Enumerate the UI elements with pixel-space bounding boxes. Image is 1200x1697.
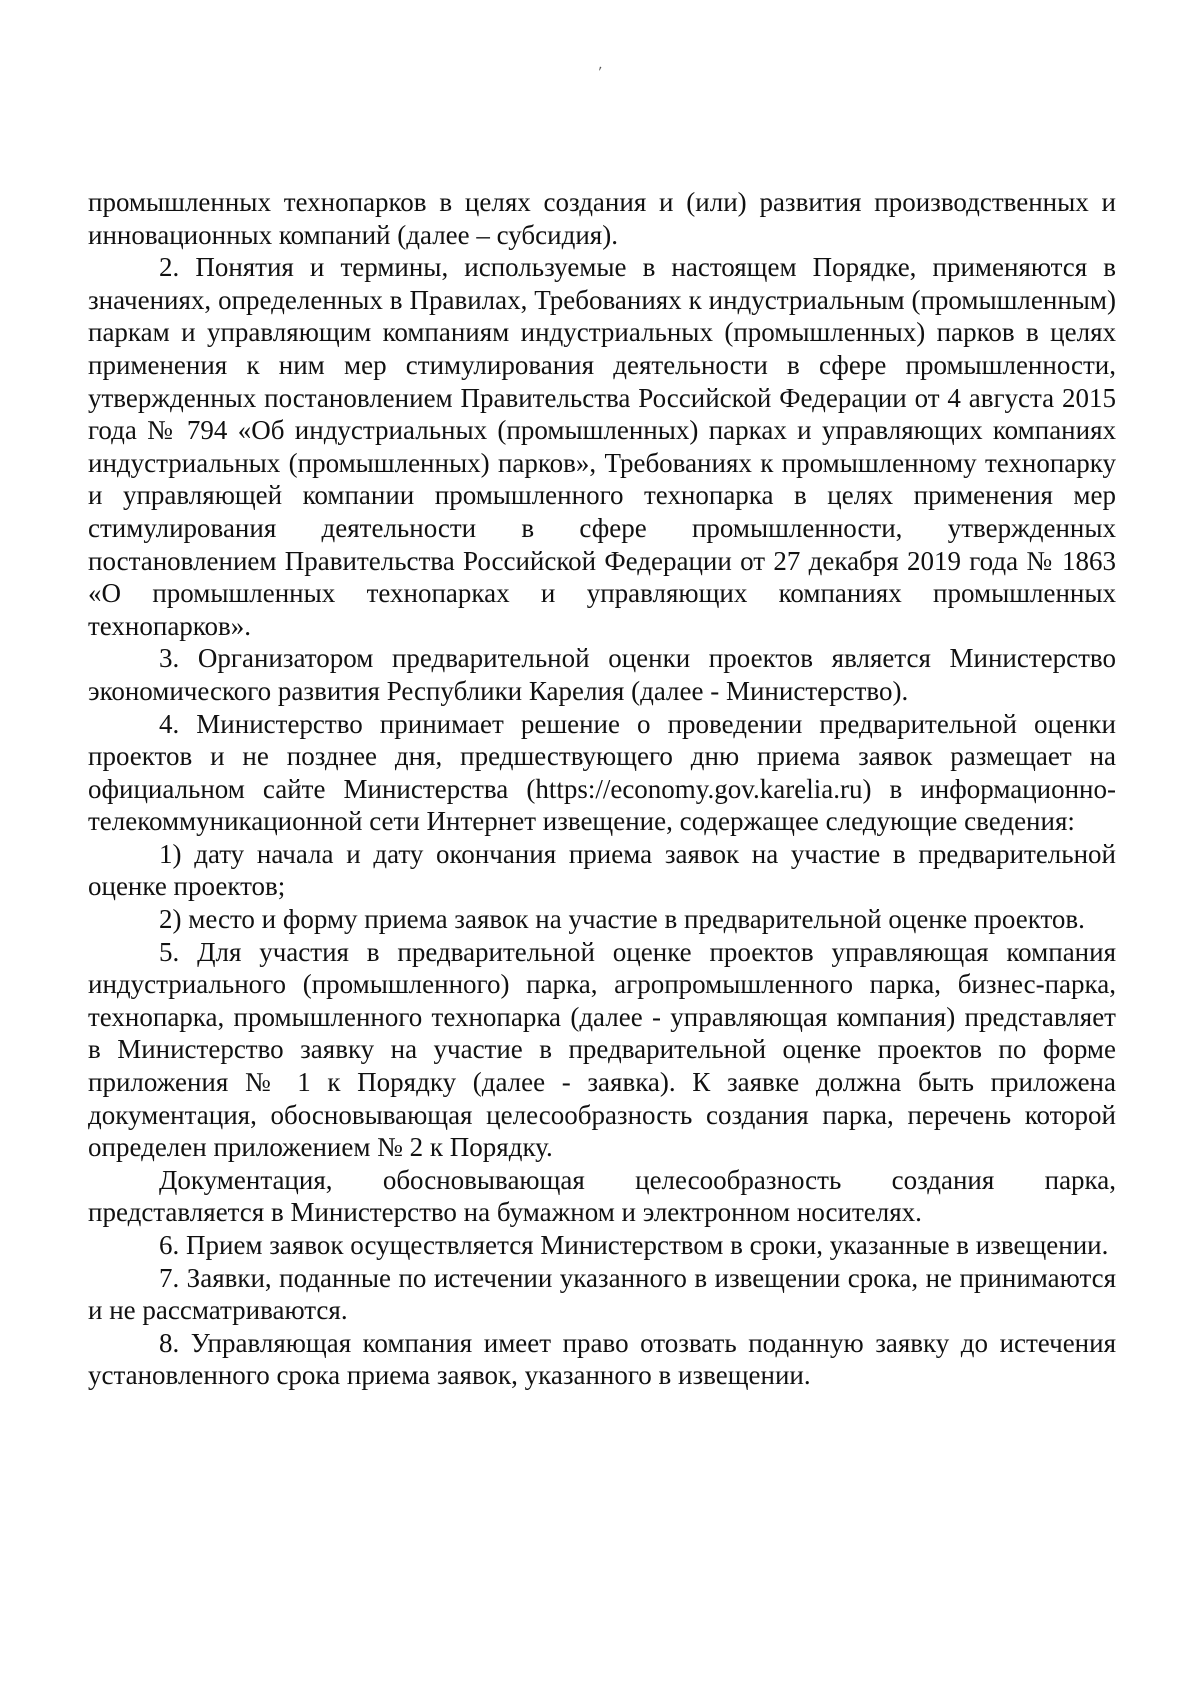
paragraph-8: Документация, обосновывающая целесообразность создания парка, представляется в Министерство на бумажном и электронном носителях. (88, 1164, 1116, 1228)
paragraph-7: 5. Для участия в предварительной оценке проектов управляющая компания индустриального (промышленного) парка, агропромышленного парка, бизнес-парка, технопарка, промышленного технопарка (далее - управляющая компания) представляет в Министерство заявку на участие в предварительной оценке проектов по форме приложения № 1 к Порядку (далее - заявка). К заявке должна быть приложена документация, обосновывающая целесообразность создания парка, перечень которой определен приложением № 2 к Порядку. (88, 936, 1116, 1163)
paragraph-10: 7. Заявки, поданные по истечении указанного в извещении срока, не принимаются и не рассматриваются. (88, 1262, 1116, 1326)
page-mark: ' (594, 64, 603, 82)
paragraph-6: 2) место и форму приема заявок на участие в предварительной оценке проектов. (159, 904, 1085, 935)
paragraph-4: 4. Министерство принимает решение о проведении предварительной оценки проектов и не позднее дня, предшествующего дню приема заявок размещает на официальном сайте Министерства (https://economy.gov.karelia.ru) в информационно-телекоммуникационной сети Интернет извещение, содержащее следующие сведения: (88, 708, 1116, 837)
paragraph-2: 2. Понятия и термины, используемые в настоящем Порядке, применяются в значениях, определенных в Правилах, Требованиях к индустриальным (промышленным) паркам и управляющим компаниям индустриальных (промышленных) парков в целях применения к ним мер стимулирования деятельности в сфере промышленности, утвержденных постановлением Правительства Российской Федерации от 4 августа 2015 года № 794 «Об индустриальных (промышленных) парках и управляющих компаниях индустриальных (промышленных) парков», Требованиях к промышленному технопарку и управляющей компании промышленного технопарка в целях применения мер стимулирования деятельности в сфере промышленности, утвержденных постановлением Правительства Российской Федерации от 27 декабря 2019 года № 1863 «О промышленных технопарках и управляющих компаниях промышленных технопарков». (88, 252, 1116, 641)
paragraph-1: промышленных технопарков в целях создания и (или) развития производственных и инновационных компаний (далее – субсидия). (88, 187, 1116, 250)
paragraph-9: 6. Прием заявок осуществляется Министерством в сроки, указанные в извещении. (159, 1230, 1109, 1260)
paragraph-3: 3. Организатором предварительной оценки проектов является Министерство экономического развития Республики Карелия (далее - Министерство). (88, 643, 1116, 706)
paragraph-5: 1) дату начала и дату окончания приема заявок на участие в предварительной оценке проектов; (88, 838, 1116, 902)
paragraph-11: 8. Управляющая компания имеет право отозвать поданную заявку до истечения установленного срока приема заявок, указанного в извещении. (88, 1327, 1116, 1391)
document-body (88, 186, 1116, 1392)
